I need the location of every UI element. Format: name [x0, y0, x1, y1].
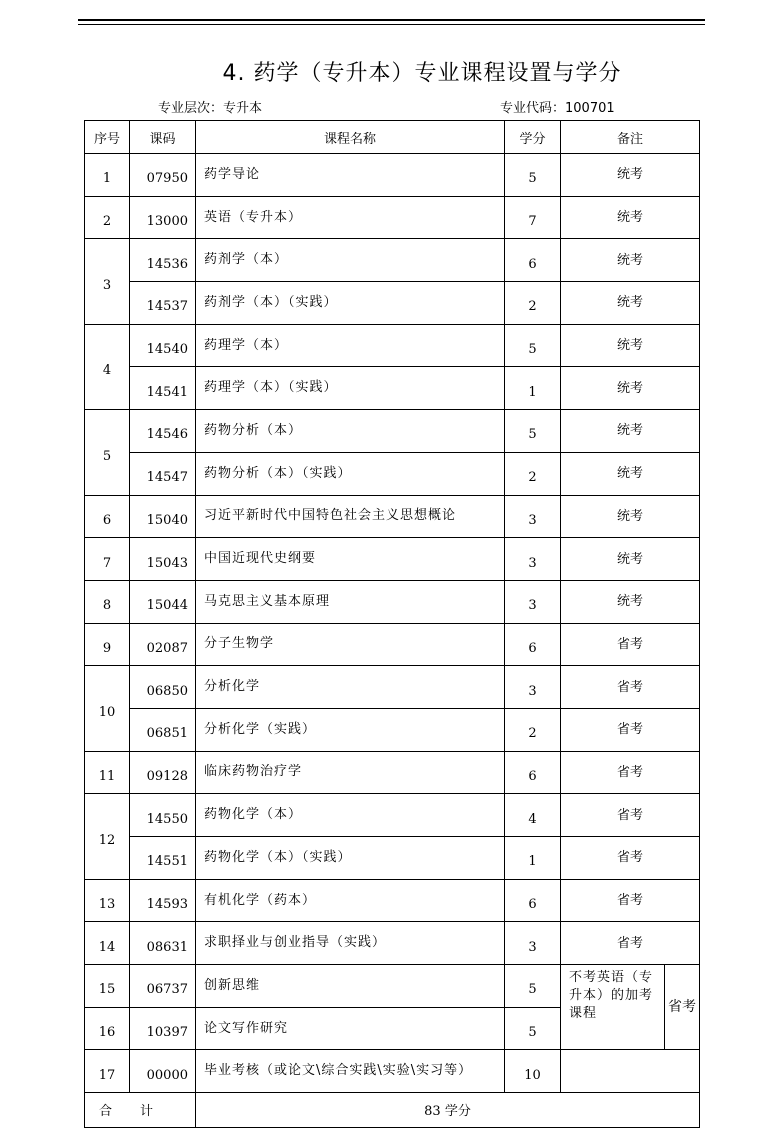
seq-cell: 16 [85, 1007, 130, 1050]
table-row [85, 1050, 700, 1093]
table-row [85, 879, 700, 922]
name-cell: 毕业考核（或论文\综合实践\实验\实习等） [196, 1050, 505, 1093]
name-cell: 分析化学（实践） [196, 708, 505, 751]
table-row [85, 538, 700, 581]
credit-cell: 2 [505, 708, 561, 751]
seq-cell: 17 [85, 1050, 130, 1093]
note-cell: 省考 [561, 666, 700, 709]
table-row [85, 708, 700, 751]
name-cell: 有机化学（药本） [196, 879, 505, 922]
note-cell: 省考 [561, 623, 700, 666]
seq-cell: 7 [85, 538, 130, 581]
table-row [85, 666, 700, 709]
note-cell: 省考 [561, 837, 700, 880]
page-title: 4. 药学（专升本）专业课程设置与学分 [222, 61, 622, 86]
seq-cell: 10 [85, 666, 130, 751]
credit-cell: 3 [505, 922, 561, 965]
name-cell: 中国近现代史纲要 [196, 538, 505, 581]
note-cell: 统考 [561, 410, 700, 453]
seq-cell: 11 [85, 751, 130, 794]
credit-cell: 6 [505, 239, 561, 282]
credit-cell: 5 [505, 324, 561, 367]
code-cell: 00000 [130, 1050, 196, 1093]
code-cell: 09128 [130, 751, 196, 794]
code-cell: 14537 [130, 282, 196, 325]
credit-cell: 7 [505, 196, 561, 239]
note-cell: 统考 [561, 452, 700, 495]
header-credit: 学分 [505, 121, 561, 154]
table-row [85, 580, 700, 623]
name-cell: 英语（专升本） [196, 196, 505, 239]
code-cell: 14547 [130, 452, 196, 495]
code-cell: 15043 [130, 538, 196, 581]
major-level: 专业层次：专升本 [158, 101, 263, 116]
total-value: 83 学分 [196, 1093, 700, 1128]
credit-cell: 5 [505, 154, 561, 197]
name-cell: 论文写作研究 [196, 1007, 505, 1050]
extra-note-text: 不考英语（专升本）的加考课程 [561, 965, 665, 1049]
code-cell: 14550 [130, 794, 196, 837]
name-cell: 求职择业与创业指导（实践） [196, 922, 505, 965]
code-cell: 06850 [130, 666, 196, 709]
table-row [85, 324, 700, 367]
seq-cell: 4 [85, 324, 130, 409]
name-cell: 马克思主义基本原理 [196, 580, 505, 623]
note-cell: 省考 [561, 879, 700, 922]
name-cell: 药物化学（本） [196, 794, 505, 837]
header-code: 课码 [130, 121, 196, 154]
table-row [85, 794, 700, 837]
table-header-row [85, 121, 700, 154]
header-note: 备注 [561, 121, 700, 154]
note-cell: 统考 [561, 580, 700, 623]
code-cell: 13000 [130, 196, 196, 239]
code-cell: 14536 [130, 239, 196, 282]
table-row [85, 367, 700, 410]
table-row [85, 196, 700, 239]
credit-cell: 2 [505, 452, 561, 495]
note-cell: 统考 [561, 282, 700, 325]
code-cell: 10397 [130, 1007, 196, 1050]
code-cell: 06737 [130, 965, 196, 1008]
table-row [85, 452, 700, 495]
note-cell: 省考 [561, 922, 700, 965]
name-cell: 习近平新时代中国特色社会主义思想概论 [196, 495, 505, 538]
name-cell: 药剂学（本） [196, 239, 505, 282]
name-cell: 药理学（本） [196, 324, 505, 367]
credit-cell: 6 [505, 751, 561, 794]
credit-cell: 3 [505, 666, 561, 709]
table-row [85, 623, 700, 666]
note-cell: 统考 [561, 324, 700, 367]
extra-note-tag: 省考 [668, 999, 696, 1016]
code-cell: 14546 [130, 410, 196, 453]
name-cell: 药学导论 [196, 154, 505, 197]
name-cell: 药理学（本）（实践） [196, 367, 505, 410]
name-cell: 分子生物学 [196, 623, 505, 666]
table-row [85, 495, 700, 538]
total-label: 合计 [85, 1093, 196, 1128]
code-cell: 15040 [130, 495, 196, 538]
seq-cell: 3 [85, 239, 130, 324]
seq-cell: 15 [85, 965, 130, 1008]
credit-cell: 2 [505, 282, 561, 325]
table-row [85, 965, 700, 1008]
name-cell: 药物分析（本）（实践） [196, 452, 505, 495]
table-row [85, 239, 700, 282]
seq-cell: 8 [85, 580, 130, 623]
code-cell: 14541 [130, 367, 196, 410]
name-cell: 创新思维 [196, 965, 505, 1008]
table-row [85, 154, 700, 197]
code-cell: 06851 [130, 708, 196, 751]
seq-cell: 2 [85, 196, 130, 239]
credit-cell: 1 [505, 837, 561, 880]
code-cell: 07950 [130, 154, 196, 197]
code-cell: 15044 [130, 580, 196, 623]
table-row [85, 922, 700, 965]
note-cell: 省考 [561, 751, 700, 794]
code-cell: 14593 [130, 879, 196, 922]
name-cell: 药剂学（本）（实践） [196, 282, 505, 325]
credit-cell: 1 [505, 367, 561, 410]
seq-cell: 14 [85, 922, 130, 965]
header-name: 课程名称 [196, 121, 505, 154]
header-rule-thin [78, 24, 705, 25]
credit-cell: 5 [505, 1007, 561, 1050]
table-row [85, 410, 700, 453]
seq-cell: 9 [85, 623, 130, 666]
table-row [85, 837, 700, 880]
note-cell: 统考 [561, 239, 700, 282]
credit-cell: 6 [505, 623, 561, 666]
name-cell: 药物化学（本）（实践） [196, 837, 505, 880]
seq-cell: 6 [85, 495, 130, 538]
credit-cell: 3 [505, 538, 561, 581]
code-cell: 02087 [130, 623, 196, 666]
seq-cell: 5 [85, 410, 130, 495]
table-row [85, 751, 700, 794]
code-cell: 14551 [130, 837, 196, 880]
note-cell: 统考 [561, 367, 700, 410]
name-cell: 药物分析（本） [196, 410, 505, 453]
seq-cell: 1 [85, 154, 130, 197]
note-cell: 省考 [561, 708, 700, 751]
extra-course-note [561, 965, 700, 1050]
name-cell: 临床药物治疗学 [196, 751, 505, 794]
course-table [84, 120, 700, 1128]
credit-cell: 10 [505, 1050, 561, 1093]
note-cell: 统考 [561, 538, 700, 581]
name-cell: 分析化学 [196, 666, 505, 709]
credit-cell: 5 [505, 965, 561, 1008]
credit-cell: 4 [505, 794, 561, 837]
extra-note-wrap [561, 965, 699, 1049]
table-row [85, 282, 700, 325]
major-code: 专业代码：100701 [500, 101, 615, 116]
credit-cell: 6 [505, 879, 561, 922]
note-cell: 统考 [561, 495, 700, 538]
header-seq: 序号 [85, 121, 130, 154]
code-cell: 08631 [130, 922, 196, 965]
seq-cell: 12 [85, 794, 130, 879]
credit-cell: 3 [505, 580, 561, 623]
note-cell [561, 1050, 700, 1093]
credit-cell: 5 [505, 410, 561, 453]
credit-cell: 3 [505, 495, 561, 538]
note-cell: 统考 [561, 196, 700, 239]
total-row [85, 1093, 700, 1128]
note-cell: 统考 [561, 154, 700, 197]
code-cell: 14540 [130, 324, 196, 367]
header-rule-thick [78, 19, 705, 21]
note-cell: 省考 [561, 794, 700, 837]
seq-cell: 13 [85, 879, 130, 922]
